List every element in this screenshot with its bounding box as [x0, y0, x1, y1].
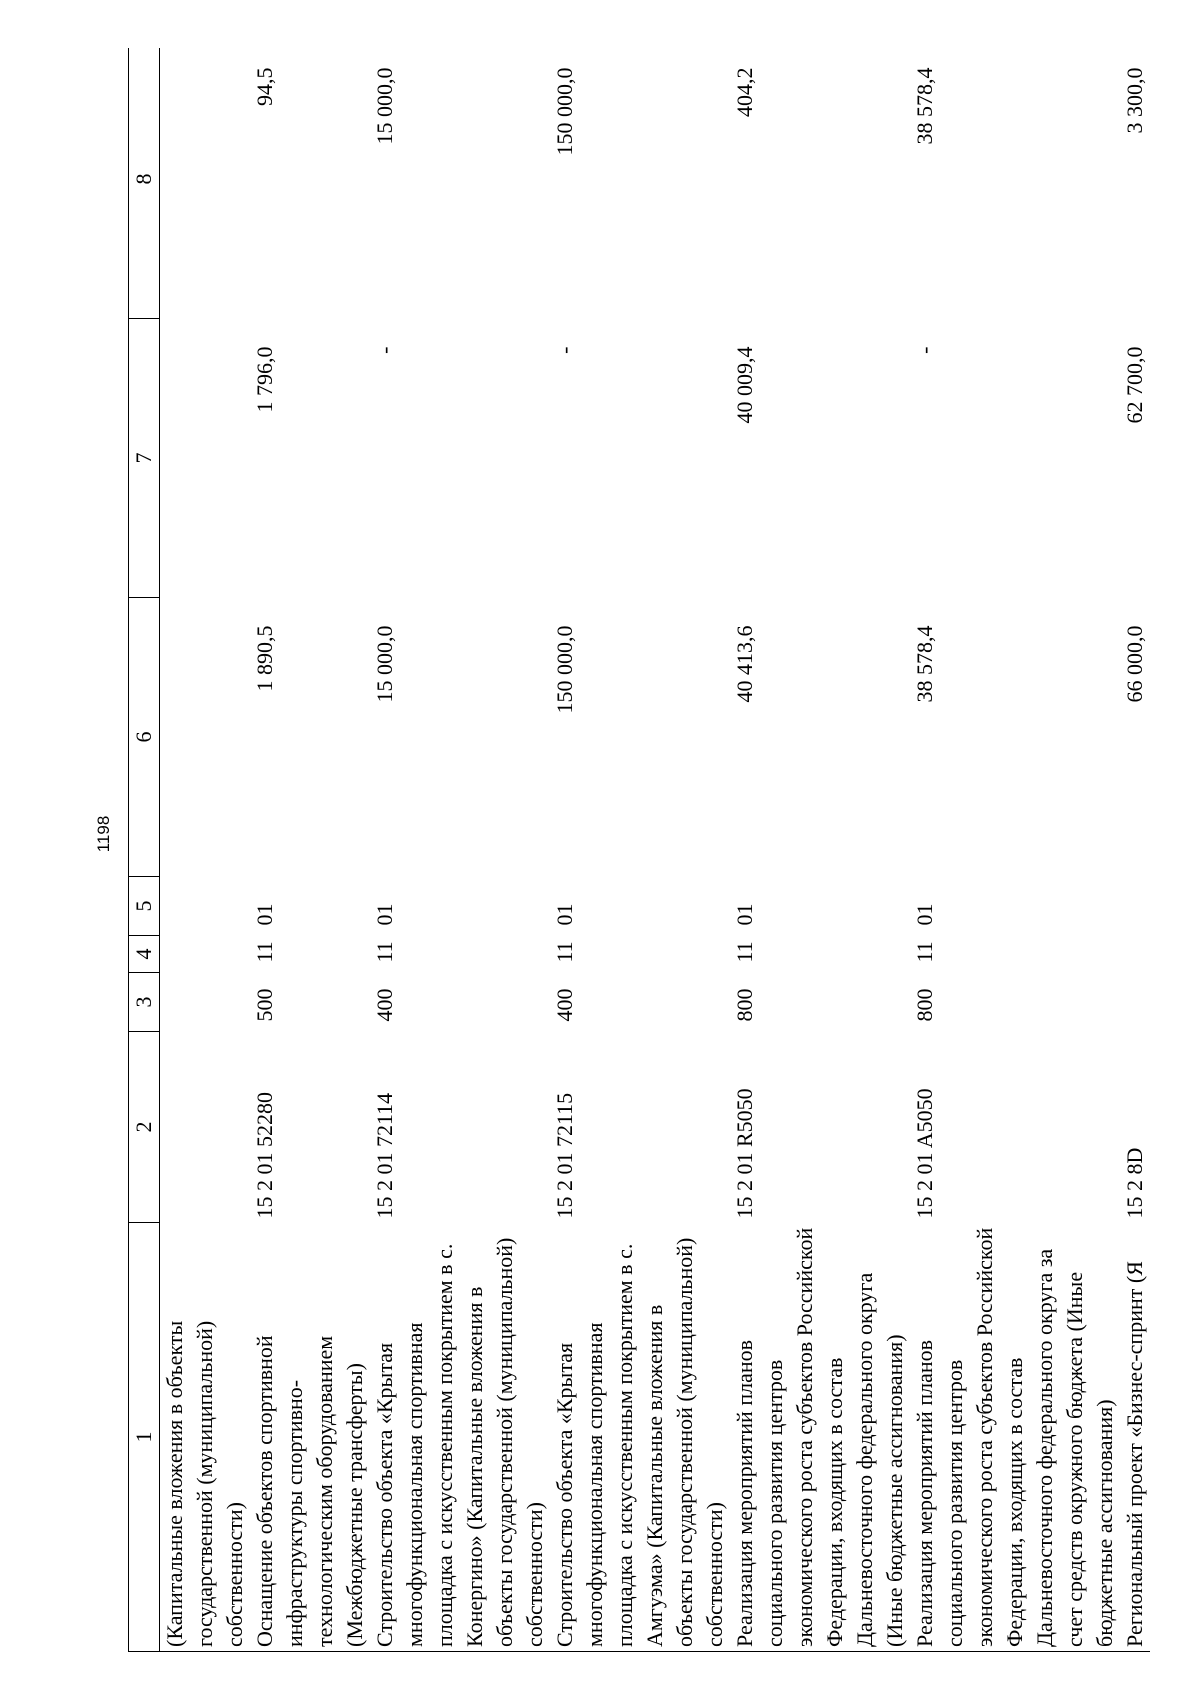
row-name: Оснащение объектов спортивной инфраструктуры спортивно-технологическим оборудованием (Межбюджетные трансферты) [250, 1223, 370, 1652]
row-code: 15 2 8D [1122, 1147, 1147, 1219]
row-col7: - [912, 346, 937, 354]
row-name: Региональный проект «Бизнес-спринт (Я [1120, 1223, 1150, 1652]
row-col4: 11 [372, 941, 397, 963]
row-col3 [1120, 973, 1150, 1032]
row-col5: 01 [372, 903, 397, 926]
row-col3: 500 [252, 988, 277, 1022]
row-col7: 40 009,4 [732, 346, 757, 424]
row-col7: 1 796,0 [252, 346, 277, 413]
row-col8: 15 000,0 [372, 67, 397, 145]
table-row [370, 48, 550, 1652]
column-header: 3 [129, 973, 160, 1032]
row-col6: 66 000,0 [1122, 625, 1147, 703]
row-col4: 11 [912, 941, 937, 963]
row-col6: 38 578,4 [912, 625, 937, 703]
budget-table-container [128, 48, 1160, 1652]
row-col6: 40 413,6 [732, 625, 757, 703]
table-row [730, 48, 910, 1652]
row-col6: 150 000,0 [552, 625, 577, 714]
row-code: 15 2 01 R5050 [732, 1088, 757, 1219]
row-col8: 94,5 [252, 67, 277, 106]
row-col6 [160, 598, 251, 877]
column-header: 2 [129, 1032, 160, 1223]
row-col6: 1 890,5 [252, 625, 277, 692]
column-header: 5 [129, 877, 160, 936]
row-col5: 01 [912, 903, 937, 926]
row-code: 15 2 01 A5050 [912, 1088, 937, 1219]
row-col7: - [372, 346, 397, 354]
row-col5: 01 [552, 903, 577, 926]
row-code [160, 1032, 251, 1223]
column-header: 4 [129, 936, 160, 973]
row-col8: 3 300,0 [1122, 67, 1147, 134]
row-col8: 150 000,0 [552, 67, 577, 156]
row-col8 [160, 48, 251, 319]
budget-table [128, 48, 1150, 1652]
row-col5 [160, 877, 251, 936]
row-name: Строительство объекта «Крытая многофункциональная спортивная площадка с искусственным покрытием в с. Амгуэма» (Капитальные вложения в объекты государственной (муниципальной) собственности) [550, 1223, 730, 1652]
row-col4: 11 [732, 941, 757, 963]
row-name: Строительство объекта «Крытая многофункциональная спортивная площадка с искусственным покрытием в с. Конергино» (Капитальные вложения в объекты государственной (муниципальной) собственности) [370, 1223, 550, 1652]
row-name: Реализация мероприятий планов социального развития центров экономического роста субъектов Российской Федерации, входящих в состав Дальневосточного федерального округа за счет средств окружного бюджета (Иные бюджетные ассигнования) [910, 1223, 1120, 1652]
column-header: 8 [129, 48, 160, 319]
row-col3: 800 [732, 988, 757, 1022]
column-header: 1 [129, 1223, 160, 1652]
table-row [1120, 48, 1150, 1652]
row-col4 [1120, 936, 1150, 973]
row-col3: 400 [372, 988, 397, 1022]
row-col5: 01 [732, 903, 757, 926]
row-name: (Капитальные вложения в объекты государственной (муниципальной) собственности) [160, 1223, 251, 1652]
row-col8: 404,2 [732, 67, 757, 117]
row-col5: 01 [252, 903, 277, 926]
row-col7 [160, 319, 251, 598]
row-code: 15 2 01 72114 [372, 1092, 397, 1219]
row-col5 [1120, 877, 1150, 936]
table-row [250, 48, 370, 1652]
column-header: 7 [129, 319, 160, 598]
row-col6: 15 000,0 [372, 625, 397, 703]
row-col7: - [552, 346, 577, 354]
row-col4: 11 [552, 941, 577, 963]
column-header: 6 [129, 598, 160, 877]
row-col3 [160, 973, 251, 1032]
row-col3: 800 [912, 988, 937, 1022]
table-row [160, 48, 251, 1652]
row-col4 [160, 936, 251, 973]
table-row [550, 48, 730, 1652]
row-name: Реализация мероприятий планов социального развития центров экономического роста субъектов Российской Федерации, входящих в состав Дальневосточного федерального округа (Иные бюджетные ассигнования) [730, 1223, 910, 1652]
row-col4: 11 [252, 941, 277, 963]
table-header-row [129, 48, 160, 1652]
table-row [910, 48, 1120, 1652]
page-number: 1198 [94, 815, 113, 853]
row-col3: 400 [552, 988, 577, 1022]
row-col7: 62 700,0 [1122, 346, 1147, 424]
row-code: 15 2 01 72115 [552, 1092, 577, 1219]
row-col8: 38 578,4 [912, 67, 937, 145]
row-code: 15 2 01 52280 [252, 1092, 277, 1219]
